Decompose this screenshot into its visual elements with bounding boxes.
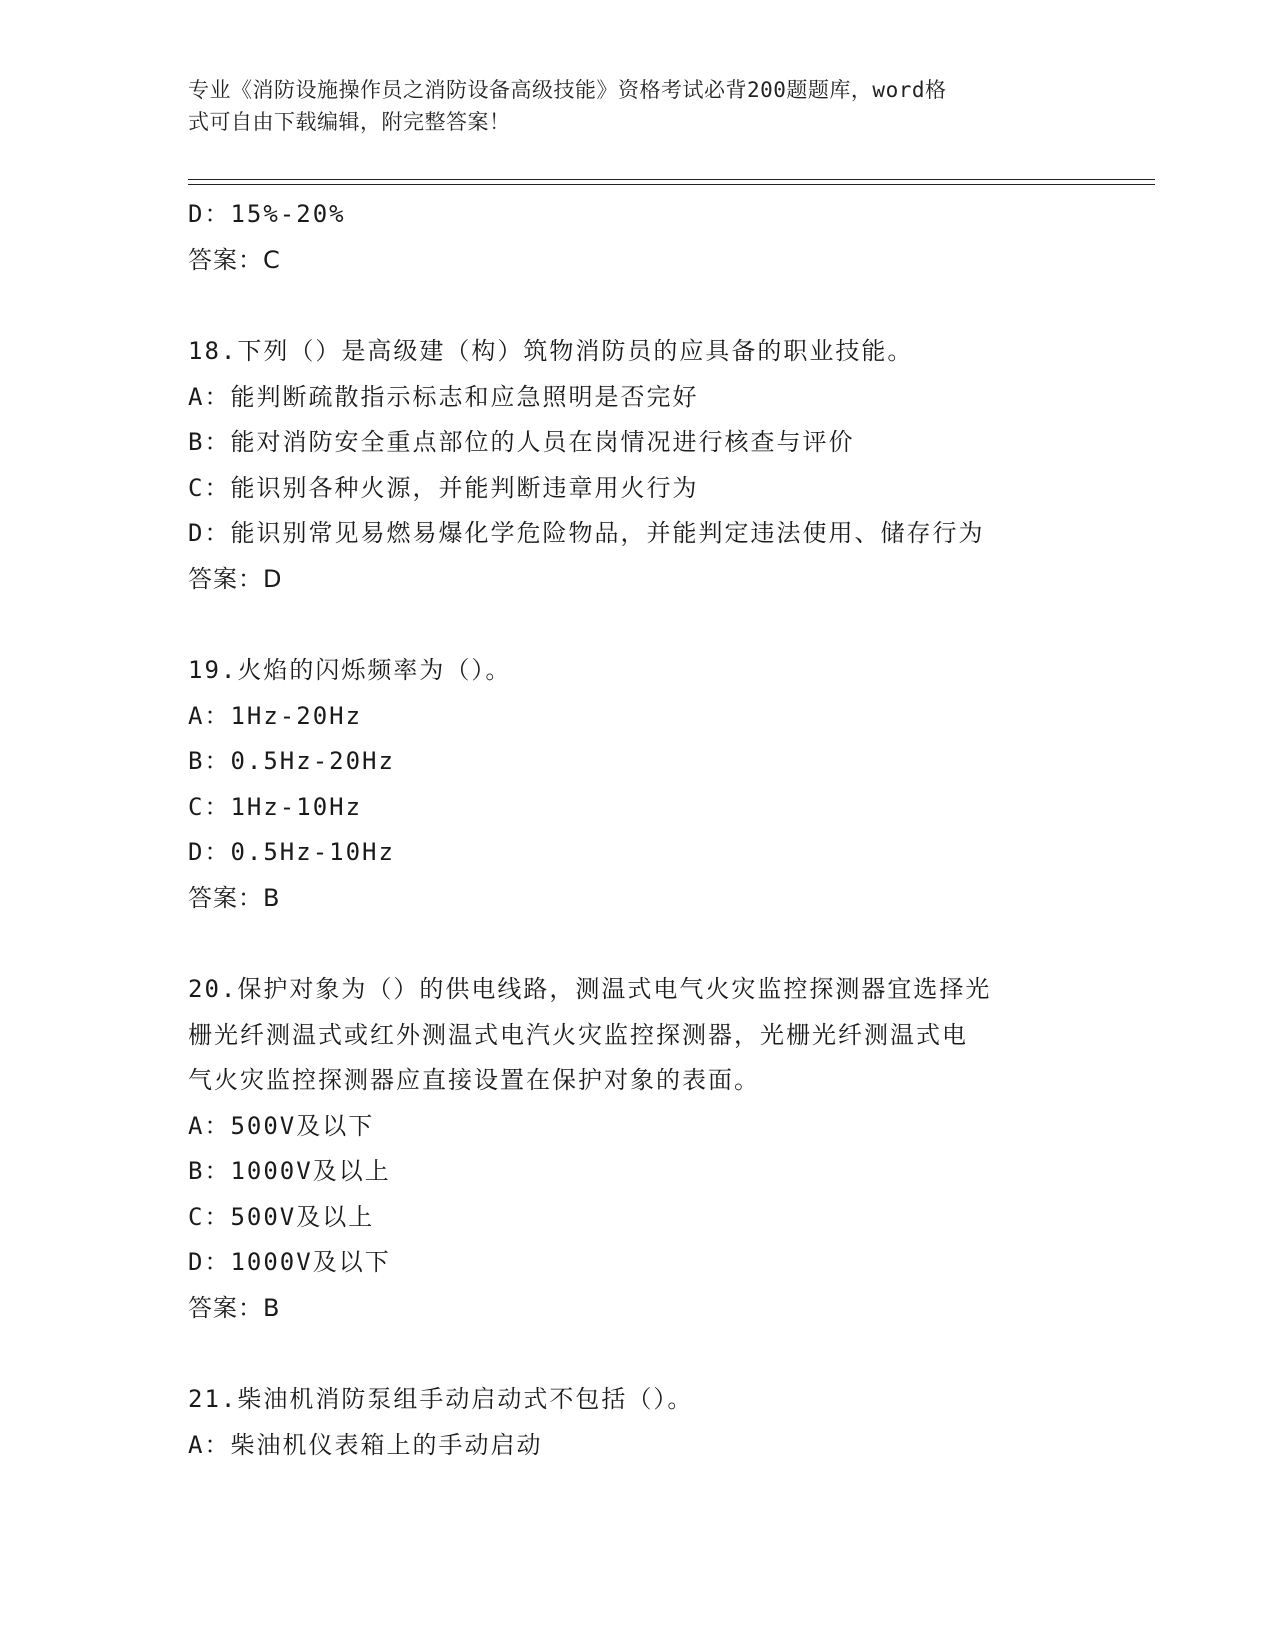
question-21 <box>188 1377 1088 1468</box>
question-list <box>188 192 1088 1468</box>
answer-line: 答案：B <box>188 883 281 912</box>
option-d: D：能识别常见易燃易爆化学危险物品，并能判定违法使用、储存行为 <box>188 519 985 547</box>
previous-question-tail <box>188 192 1088 283</box>
option-c: C：500V及以上 <box>188 1202 375 1231</box>
header-line-2: 式可自由下载编辑，附完整答案！ <box>188 110 511 134</box>
option-c: C：1Hz-10Hz <box>188 792 363 821</box>
option-d: D：0.5Hz-10Hz <box>188 838 395 866</box>
option-a: A：能判断疏散指示标志和应急照明是否完好 <box>188 382 699 411</box>
answer-line: 答案：B <box>188 1293 281 1322</box>
answer-line: 答案：D <box>188 564 283 593</box>
header-rule-top <box>188 179 1155 180</box>
option-d: D：1000V及以下 <box>188 1248 391 1276</box>
question-19 <box>188 648 1088 921</box>
option-b: B：0.5Hz-20Hz <box>188 747 395 775</box>
question-stem-line-2: 栅光纤测温式或红外测温式电汽火灾监控探测器，光栅光纤测温式电 <box>188 1020 968 1049</box>
option-b: B：能对消防安全重点部位的人员在岗情况进行核查与评价 <box>188 428 855 456</box>
answer-line: 答案：C <box>188 245 281 274</box>
option-b: B：1000V及以上 <box>188 1157 391 1185</box>
header-line-1: 专业《消防设施操作员之消防设备高级技能》资格考试必背200题题库，word格 <box>188 78 947 102</box>
question-stem: 21.柴油机消防泵组手动启动式不包括（）。 <box>188 1385 694 1413</box>
document-header <box>188 74 1068 138</box>
question-stem: 18.下列（）是高级建（构）筑物消防员的应具备的职业技能。 <box>188 337 914 365</box>
option-a: A：500V及以下 <box>188 1111 375 1140</box>
option-a: A：柴油机仪表箱上的手动启动 <box>188 1430 543 1459</box>
question-stem: 19.火焰的闪烁频率为（）。 <box>188 656 512 684</box>
question-20 <box>188 967 1088 1331</box>
question-stem-line-1: 20.保护对象为（）的供电线路，测温式电气火灾监控探测器宜选择光 <box>188 975 992 1003</box>
header-rule-bottom <box>188 184 1155 185</box>
question-18 <box>188 329 1088 602</box>
question-stem-line-3: 气火灾监控探测器应直接设置在保护对象的表面。 <box>188 1066 760 1094</box>
option-c: C：能识别各种火源，并能判断违章用火行为 <box>188 473 699 502</box>
option-d: D：15%-20% <box>188 200 346 228</box>
option-a: A：1Hz-20Hz <box>188 701 363 730</box>
